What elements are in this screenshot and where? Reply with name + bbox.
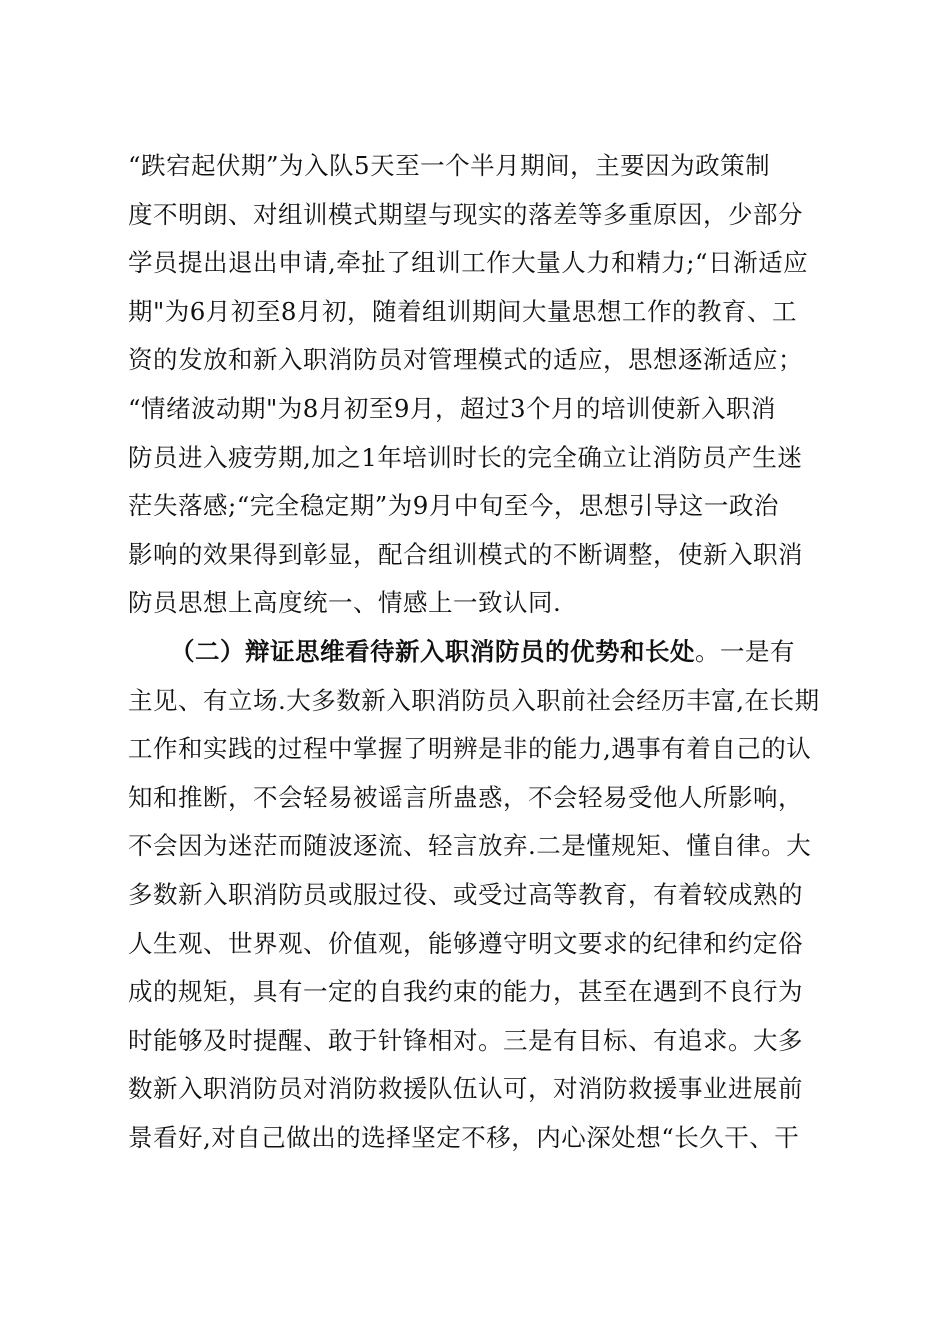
text-line: 数新入职消防员对消防救援队伍认可，对消防救援事业进展前 xyxy=(128,1074,803,1104)
text-line: 防员思想上高度统一、情感上一致认同. xyxy=(128,588,562,618)
text-line: 人生观、世界观、价值观，能够遵守明文要求的纪律和约定俗 xyxy=(128,928,803,958)
text-line: 不会因为迷茫而随波逐流、轻言放弃.二是懂规矩、懂自律。大 xyxy=(128,831,812,861)
text-line: “情绪波动期"为8月初至9月，超过3个月的培训使新入职消 xyxy=(128,393,777,423)
text-line: 多数新入职消防员或服过役、或受过高等教育，有着较成熟的 xyxy=(128,879,803,909)
text-line: 时能够及时提醒、敢于针锋相对。三是有目标、有追求。大多 xyxy=(128,1025,803,1055)
section2-first-line xyxy=(128,628,828,677)
text-line: 学员提出退出申请,牵扯了组训工作大量人力和精力;“日渐适应 xyxy=(128,248,809,278)
text-line: 主见、有立场.大多数新入职消防员入职前社会经历丰富,在长期 xyxy=(128,685,820,715)
section2-first-tail: 。一是有 xyxy=(695,636,795,666)
text-line: 资的发放和新入职消防员对管理模式的适应，思想逐渐适应； xyxy=(128,345,803,375)
text-line: 茫失落感;“完全稳定期”为9月中旬至今，思想引导这一政治 xyxy=(128,491,779,521)
text-line: “跌宕起伏期”为入队5天至一个半月期间，主要因为政策制 xyxy=(128,151,771,180)
text-line: 期"为6月初至8月初，随着组训期间大量思想工作的教育、工 xyxy=(128,296,797,326)
text-line: 防员进入疲劳期,加之1年培训时长的完全确立让消防员产生迷 xyxy=(128,442,803,472)
text-line: 景看好,对自己做出的选择坚定不移，内心深处想“长久干、干 xyxy=(128,1122,800,1152)
text-line: 影响的效果得到彰显，配合组训模式的不断调整，使新入职消 xyxy=(128,539,803,569)
text-line: 成的规矩，具有一定的自我约束的能力，甚至在遇到不良行为 xyxy=(128,977,803,1007)
text-line: 度不明朗、对组训模式期望与现实的落差等多重原因，少部分 xyxy=(128,199,803,229)
text-line: 知和推断，不会轻易被谣言所蛊惑，不会轻易受他人所影响， xyxy=(128,782,803,812)
body-text xyxy=(128,142,828,1162)
section2-heading: （二）辩证思维看待新入职消防员的优势和长处 xyxy=(170,636,695,666)
text-line: 工作和实践的过程中掌握了明辨是非的能力,遇事有着自己的认 xyxy=(128,734,812,764)
